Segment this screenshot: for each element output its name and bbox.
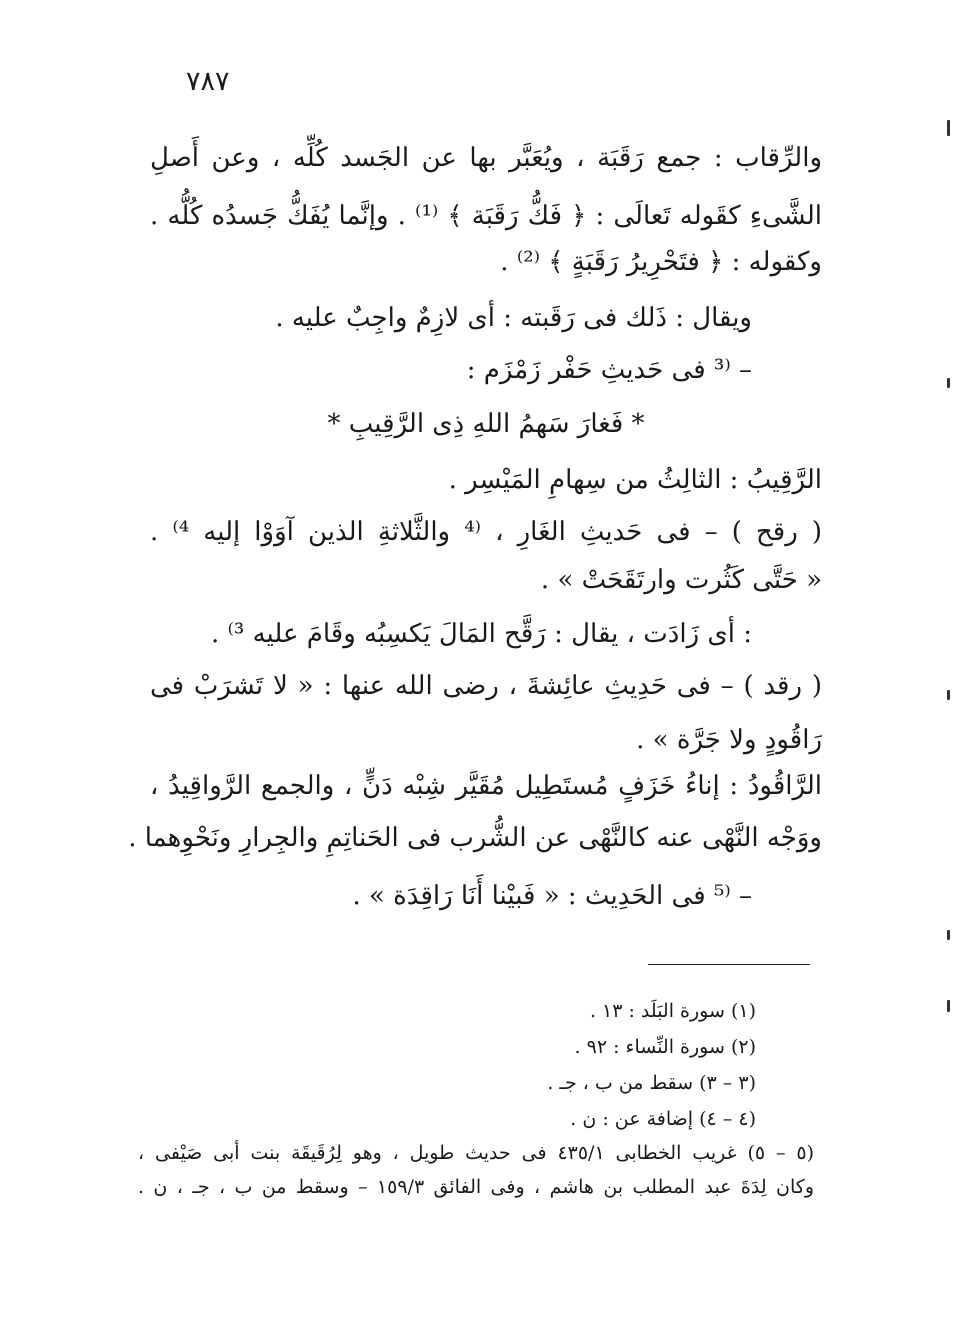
footnote: وكان لِدَةَ عبد المطلب بن هاشم ، وفى الفائق ١٥٩/٣ – وسقط من ب ، جـ ، ن . [138, 1176, 814, 1198]
footnote: (١) سورة البَلَد : ١٣ . [589, 1000, 756, 1022]
text-line: – ⁽³ فى حَديثِ حَفْر زَمْزَم : [466, 355, 752, 385]
footnote: (٤ – ٤) إضافة عن : ن . [570, 1108, 756, 1130]
footnote: (٥ – ٥) غريب الخطابى ٤٣٥/١ فى حديث طويل ، وهو لِرُقَيقَة بنت أبى صَيْفى ، [138, 1142, 814, 1164]
entry-head-raqah: ( رقح ) – فى حَديثِ الغَارِ ، ⁽⁴ والثَّلاثةِ الذين آوَوْا إليه ⁴⁾ . [150, 517, 823, 547]
footnote: (٢) سورة النِّساء : ٩٢ . [574, 1036, 756, 1058]
entry-head-raqad: ( رقد ) – فى حَدِيثِ عائِشةَ ، رضى الله عنها : « لا تَشرَبْ فى [150, 671, 822, 701]
text-line: – ⁽⁵ فى الحَدِيث : « فَبيْنا أَنَا رَاقِدَة » . [352, 881, 752, 911]
scan-edge-mark [947, 378, 950, 388]
text-line: الشَّىءِ كقَوله تَعالَى : ﴿ فَكُّ رَقَبَة ﴾ ⁽¹⁾ . وإنَّما يُفَكُّ جَسدُه كُلُّه . [150, 201, 822, 231]
text-line: رَاقُودٍ ولا جَرَّة » . [636, 725, 822, 755]
scan-edge-mark [947, 690, 950, 700]
text-line: الرَّقِيبُ : الثالِثُ من سِهامِ المَيْسِر . [448, 465, 822, 495]
text-line: الرَّاقُودُ : إناءُ خَزَفٍ مُستَطِيل مُقَيَّر شِبْه دَنٍّ ، والجمع الرَّواقِيدُ ، [150, 771, 822, 801]
scan-edge-mark [947, 930, 950, 940]
footnote: (٣ – ٣) سقط من ب ، جـ . [547, 1072, 756, 1094]
page-number: ٧٨٧ [186, 66, 230, 97]
text-line: : أى زَادَت ، يقال : رَقَّح المَالَ يَكسِبُه وقَامَ عليه ³⁾ . [210, 619, 752, 649]
poetry-verse: * فَغارَ سَهمُ اللهِ ذِى الرَّقِيبِ * [327, 409, 645, 439]
text-line: ويقال : ذَلك فى رَقَبته : أى لازِمٌ واجِبٌ عليه . [275, 303, 752, 333]
scan-edge-mark [947, 1000, 950, 1012]
footnote-divider [648, 964, 810, 965]
scan-edge-mark [947, 120, 950, 136]
text-line: ووَجْه النَّهْى عنه كالنَّهْى عن الشُّرب فى الحَناتِمِ والجِرارِ ونَحْوِهما . [128, 823, 822, 853]
text-line: والرِّقاب : جمع رَقَبَة ، ويُعَبَّر بها عن الجَسد كُلِّه ، وعن أَصلِ [150, 143, 822, 173]
text-line: وكقوله : ﴿ فتَحْرِيرُ رَقَبَةٍ ﴾ ⁽²⁾ . [500, 247, 822, 277]
text-line: « حَتَّى كَثُرت وارتَقَحَتْ » . [540, 565, 822, 595]
